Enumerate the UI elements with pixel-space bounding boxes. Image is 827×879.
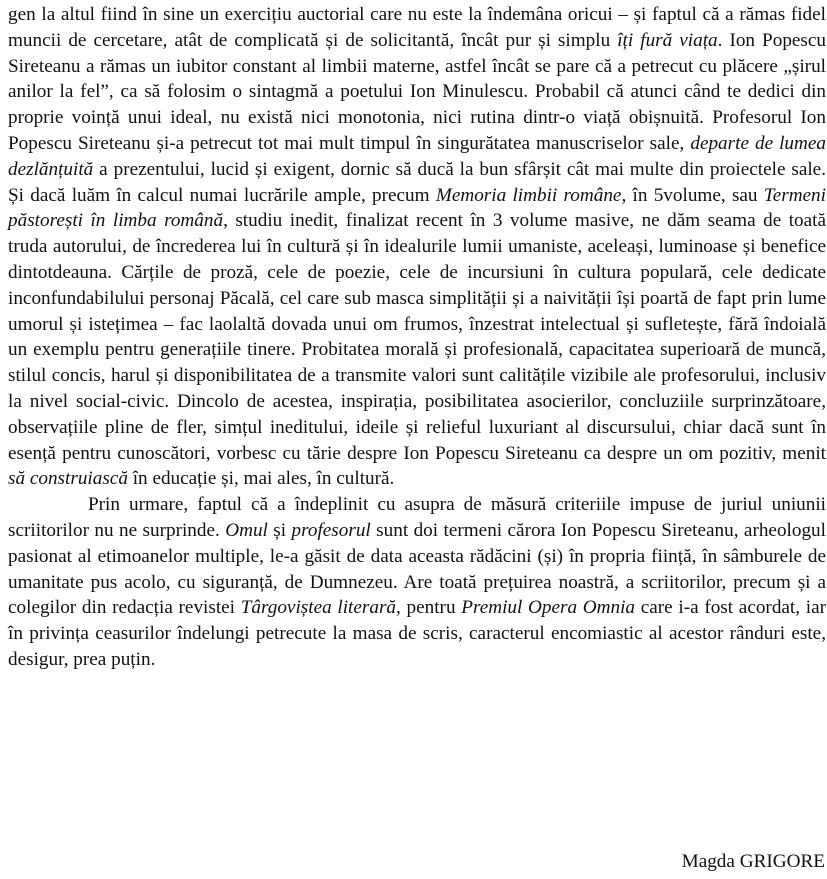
italic-phrase: îți fură viața [617,29,718,51]
article-body [8,2,826,673]
italic-phrase: să construiască [8,468,128,490]
author-signature: Magda GRIGORE [681,851,825,872]
italic-phrase: Premiul Opera Omnia [461,597,636,619]
italic-phrase: Memoria limbii române [435,184,622,206]
paragraph-2: Prin urmare, faptul că a îndeplinit cu asupra de măsură criteriile impuse de juriul uniunii scriitorilor nu ne surprinde. Omul și profesorul sunt doi termeni cărora Ion Popescu Sireteanu, arheologul pasionat al etimoanelor multiple, le-a găsit de data aceasta rădăcini (și) în propria ființă, în sâmburele de umanitate pus acolo, cu siguranță, de Dumnezeu. Are toată prețuirea noastră, a scriitorilor, precum și a colegilor din redacția revistei Târgoviștea literară, pentru Premiul Opera Omnia care i-a fost acordat, iar în privința ceasurilor îndelungi petrecute la masa de scris, caracterul encomiastic al acestor rânduri este, desigur, prea puțin. [8,494,826,670]
italic-phrase: departe de lumea dezlănțuită [8,132,826,180]
italic-phrase: Omul [225,519,268,541]
paragraph-1: gen la altul fiind în sine un exercițiu auctorial care nu este la îndemâna oricui – și faptul că a rămas fidel muncii de cercetare, atât de complicată și de solicitantă, încât pur și simplu îți fură viața. Ion Popescu Sireteanu a rămas un iubitor constant al limbii materne, astfel încât se pare că a petrecut cu plăcere „șirul anilor la fel”, ca să folosim o sintagmă a poetului Ion Minulescu. Probabil că atunci când te dedici din proprie voință unui ideal, nu există nici monotonia, nici rutina dintr-o viață obișnuită. Profesorul Ion Popescu Sireteanu și-a petrecut tot mai mult timpul în singurătatea manuscriselor sale, departe de lumea dezlănțuită a prezentului, lucid și exigent, dornic să ducă la bun sfârșit cât mai multe din proiectele sale. Și dacă luăm în calcul numai lucrările ample, precum Memoria limbii române, în 5volume, sau Termeni păstorești în limba română, studiu inedit, finalizat recent în 3 volume masive, ne dăm seama de toată truda autorului, de încrederea lui în cultură și în idealurile lumii umaniste, aceleași, luminoase și benefice dintotdeauna. Cărțile de proză, cele de poezie, cele de incursiuni în cultura populară, cele dedicate inconfundabilului personaj Păcală, cel care sub masca simplității și a naivității își poartă de fapt prin lume umorul și istețimea – fac laolaltă dovada unui om frumos, înzestrat intelectual și sufletește, fără îndoială un exemplu pentru generațiile tinere. Probitatea morală și profesională, capacitatea superioară de muncă, stilul concis, harul și disponibilitatea de a transmite valori sunt calitățile vizibile ale profesorului, inclusiv la nivel social-civic. Dincolo de acestea, inspirația, posibilitatea asocierilor, concluziile surprinzătoare, observațiile pline de fler, simțul ineditului, ideile și relieful luxuriant al discursului, chiar dacă sunt în esență pentru cunoscători, vorbesc cu tărie despre Ion Popescu Sireteanu ca despre un om pozitiv, menit să construiască în educație și, mai ales, în cultură. [8,4,827,490]
italic-phrase: profesorul [291,519,371,541]
italic-phrase: Termeni păstorești în limba română [8,184,826,232]
italic-phrase: Târgoviștea literară [240,597,397,619]
